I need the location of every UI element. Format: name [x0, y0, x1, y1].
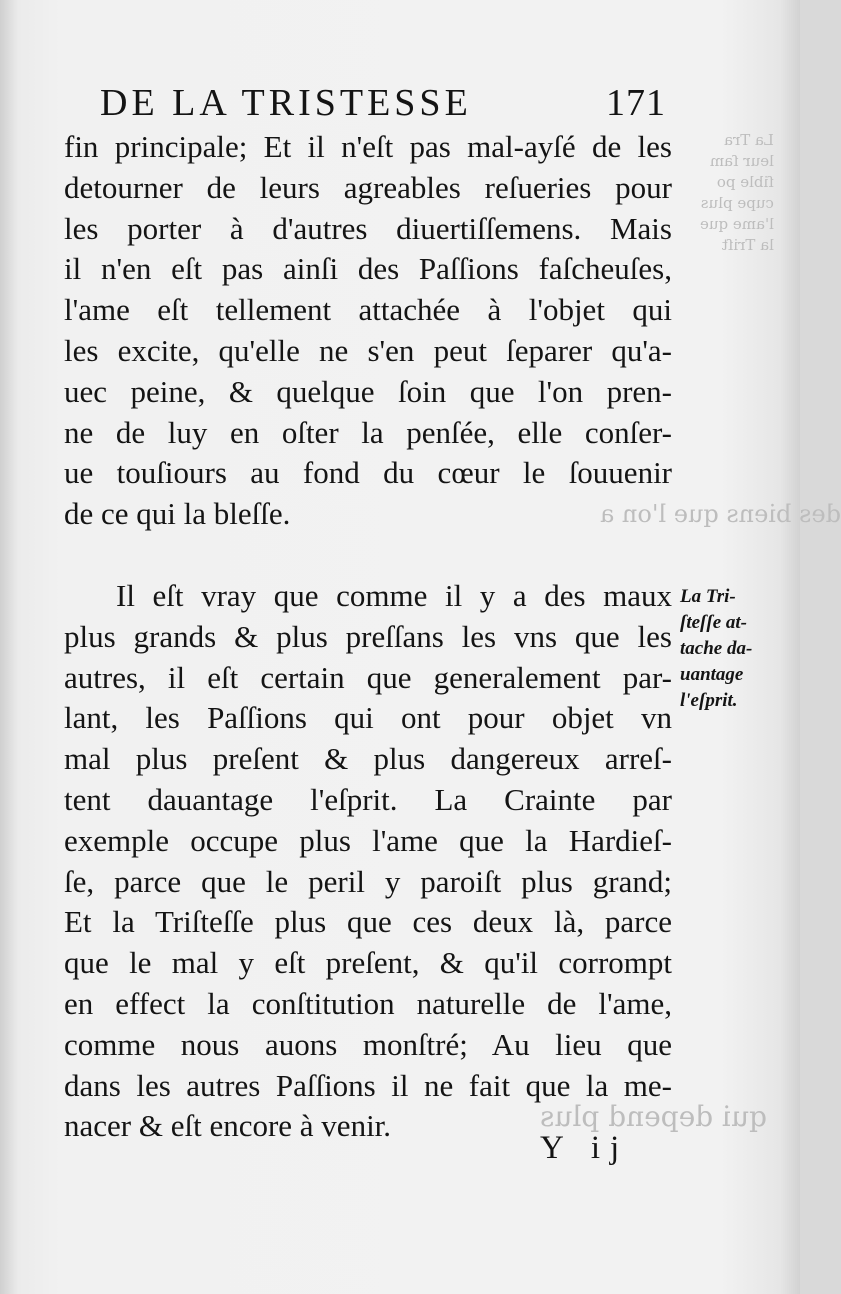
page-number: 171: [606, 82, 666, 124]
text-line: autres, il eſt certain que generalement par-: [64, 659, 672, 695]
text-line: tent dauantage l'eſprit. La Crainte par: [64, 781, 672, 817]
text-line: ne de luy en oſter la penſée, elle conſer-: [64, 414, 672, 450]
text-line: mal plus preſent & plus dangereux arreſ-: [64, 741, 672, 777]
text-line: detourner de leurs agreables reſueries pour: [64, 169, 672, 205]
text-line: lant, les Paſſions qui ont pour objet vn: [64, 700, 672, 736]
text-line: Il eſt vray que comme il y a des maux: [116, 578, 672, 613]
text-line: les excite, qu'elle ne s'en peut ſeparer qu'a-: [64, 332, 672, 368]
text-line: uec peine, & quelque ſoin que l'on pren-: [64, 373, 672, 409]
text-line: ſe, parce que le peril y paroiſt plus grand;: [64, 863, 672, 899]
margin-note-line: tache da-: [680, 638, 753, 659]
margin-note-line: uantage: [680, 664, 744, 685]
margin-note-line: La Tri-: [680, 586, 736, 607]
paragraph-1: [64, 127, 672, 535]
text-line: ue touſiours au fond du cœur le ſouuenir: [64, 455, 672, 491]
signature-mark: Y ij: [540, 1130, 630, 1166]
text-line: que le mal y eſt preſent, & qu'il corrompt: [64, 945, 672, 981]
bleed-through-margin: La Tra leur ſam ſible po cupe plus l'ame que la Triſt: [700, 131, 774, 254]
paragraph-2: [64, 576, 672, 1147]
text-line: de ce qui la bleſſe.: [64, 496, 291, 532]
bleed-through-text: qui depend plus: [540, 1100, 767, 1133]
text-line: plus grands & plus preſſans les vns que les: [64, 618, 672, 654]
text-line: les porter à d'autres diuertiſſemens. Mais: [64, 210, 672, 246]
running-head: [100, 78, 666, 128]
text-line: nacer & eſt encore à venir.: [64, 1108, 392, 1144]
margin-note-line: ſteſſe at-: [680, 612, 747, 633]
text-line: exemple occupe plus l'ame que la Hardieſ-: [64, 822, 672, 858]
bleed-through-text: des biens que l'on a: [600, 500, 841, 528]
text-line: fin principale; Et il n'eſt pas mal-ayſé de les: [64, 129, 672, 164]
text-line: Et la Triſteſſe plus que ces deux là, parce: [64, 904, 672, 940]
text-line: comme nous auons monſtré; Au lieu que: [64, 1026, 672, 1062]
text-line: il n'en eſt pas ainſi des Paſſions faſcheuſes,: [64, 251, 672, 287]
margin-note-line: l'eſprit.: [680, 690, 738, 711]
text-line: en effect la conſtitution naturelle de l'ame,: [64, 985, 672, 1021]
margin-note: [680, 584, 790, 714]
running-title: DE LA TRISTESSE: [100, 82, 472, 124]
text-line: l'ame eſt tellement attachée à l'objet qui: [64, 292, 672, 328]
text-line: dans les autres Paſſions il ne fait que la me-: [64, 1067, 672, 1103]
